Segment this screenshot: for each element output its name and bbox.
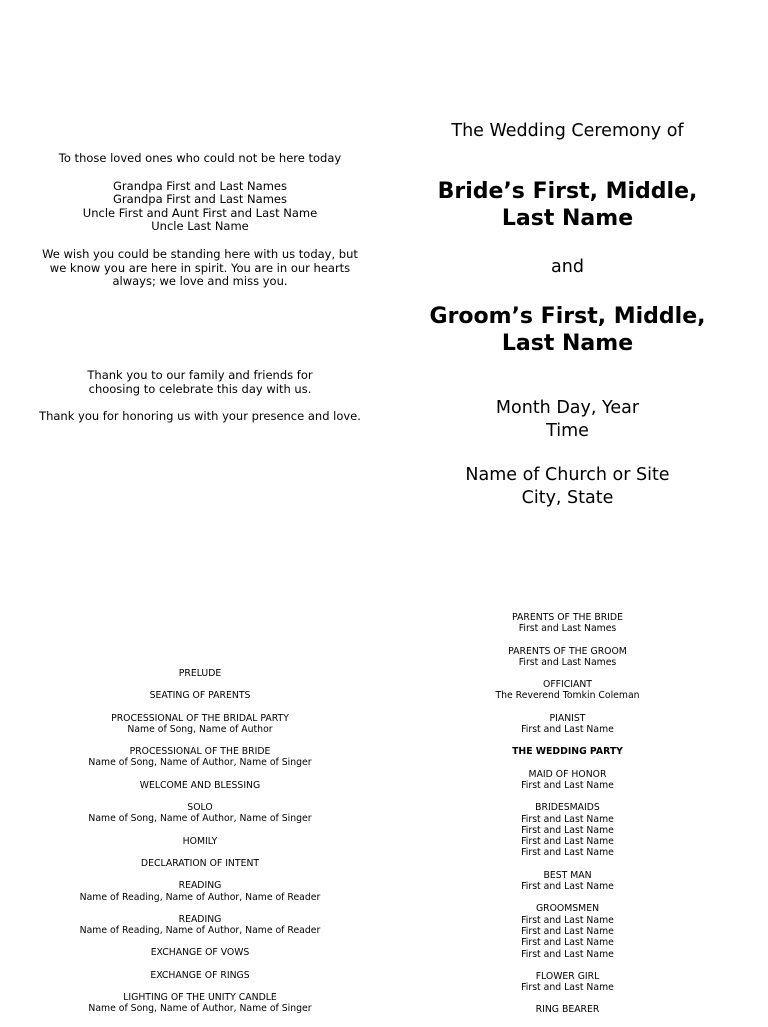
program-item <box>30 668 370 679</box>
program-item-title: DECLARATION OF INTENT <box>140 857 260 869</box>
program-item-title: EXCHANGE OF VOWS <box>150 947 250 959</box>
party-item-detail: First and Last Name <box>521 724 614 736</box>
program-item-title: SOLO <box>187 802 213 814</box>
party-item-title: PARENTS OF THE BRIDE <box>512 612 623 623</box>
party-item-detail: The Reverend Tomkin Coleman <box>495 690 640 702</box>
party-item <box>405 746 730 757</box>
remembrance-section <box>30 152 370 289</box>
thanks-section <box>30 369 370 424</box>
party-item <box>405 903 730 959</box>
party-item-title: RING BEARER <box>535 1004 600 1016</box>
party-item-detail: First and Last Names <box>518 656 617 668</box>
remembrance-message-line: We wish you could be standing here with us today, but <box>42 246 358 261</box>
program-item-title: SEATING OF PARENTS <box>149 690 251 702</box>
party-item-detail: First and Last Name <box>521 779 614 791</box>
party-item-detail: First and Last Name <box>521 925 614 937</box>
remembrance-intro: To those loved ones who could not be here today <box>58 151 342 165</box>
program-item-detail: Name of Song, Name of Author, Name of Singer <box>88 757 312 769</box>
party-item <box>405 802 730 858</box>
program-item-title: PROCESSIONAL OF THE BRIDE <box>129 746 271 758</box>
party-item-detail: First and Last Name <box>521 847 614 859</box>
program-item-title: WELCOME AND BLESSING <box>139 779 261 791</box>
bride-name-line: Last Name <box>501 206 634 231</box>
groom-name-line: Groom’s First, Middle, <box>429 304 706 329</box>
party-item-title: OFFICIANT <box>543 679 592 691</box>
ceremony-time: Time <box>546 420 589 441</box>
party-item-title: GROOMSMEN <box>535 903 600 915</box>
wedding-party-list <box>405 612 730 1027</box>
party-item-detail: First and Last Name <box>521 937 614 949</box>
program-item <box>30 970 370 981</box>
groom-name-line: Last Name <box>501 331 634 356</box>
program-item <box>30 947 370 958</box>
program-list <box>30 668 370 1026</box>
program-item <box>30 780 370 791</box>
party-item-detail: First and Last Name <box>521 982 614 994</box>
party-item-title: PIANIST <box>549 712 586 724</box>
program-item <box>30 992 370 1015</box>
party-item-detail: First and Last Name <box>521 813 614 825</box>
program-item-title: EXCHANGE OF RINGS <box>150 969 250 981</box>
program-item <box>30 836 370 847</box>
party-item <box>405 646 730 669</box>
program-item <box>30 746 370 769</box>
program-item-title: PROCESSIONAL OF THE BRIDAL PARTY <box>111 712 289 724</box>
venue-name: Name of Church or Site <box>465 465 670 485</box>
thanks-line: Thank you to our family and friends for <box>87 368 313 382</box>
program-item <box>30 690 370 701</box>
remembrance-name: Uncle First and Aunt First and Last Name <box>82 205 318 220</box>
remembrance-message-line: we know you are here in spirit. You are in our hearts <box>49 260 351 275</box>
program-item-detail: Name of Song, Name of Author, Name of Singer <box>88 1003 312 1015</box>
party-item-detail: First and Last Name <box>521 881 614 893</box>
party-item <box>405 971 730 994</box>
program-item <box>30 880 370 903</box>
remembrance-name: Grandpa First and Last Names <box>113 178 287 193</box>
party-item <box>405 870 730 893</box>
thanks-line: Thank you for honoring us with your presence and love. <box>39 409 361 424</box>
party-item <box>405 713 730 736</box>
cover-lead: The Wedding Ceremony of <box>451 121 684 141</box>
program-item <box>30 713 370 736</box>
program-item-title: READING <box>178 880 222 892</box>
program-item-title: LIGHTING OF THE UNITY CANDLE <box>123 992 277 1004</box>
remembrance-name: Grandpa First and Last Names <box>113 192 287 207</box>
program-item-detail: Name of Song, Name of Author, Name of Singer <box>88 813 312 825</box>
party-item-title: MAID OF HONOR <box>528 768 607 780</box>
party-item-title: BRIDESMAIDS <box>535 802 600 814</box>
program-item-detail: Name of Reading, Name of Author, Name of Reader <box>79 891 321 903</box>
venue-city: City, State <box>521 487 614 508</box>
party-item-title: PARENTS OF THE GROOM <box>508 645 627 657</box>
program-item-detail: Name of Song, Name of Author <box>127 723 273 735</box>
cover-section <box>405 120 730 509</box>
party-item-detail: First and Last Name <box>521 824 614 836</box>
party-item-detail: First and Last Name <box>521 948 614 960</box>
program-item <box>30 802 370 825</box>
party-item-detail: First and Last Name <box>521 836 614 848</box>
program-item <box>30 858 370 869</box>
party-item-detail: First and Last Name <box>521 914 614 926</box>
remembrance-message-line: always; we love and miss you. <box>112 274 288 289</box>
party-item-title: FLOWER GIRL <box>535 970 600 982</box>
party-item <box>405 679 730 702</box>
party-item-title: BEST MAN <box>543 869 592 881</box>
thanks-line: choosing to celebrate this day with us. <box>88 381 312 396</box>
program-item <box>30 914 370 937</box>
program-item-detail: Name of Reading, Name of Author, Name of Reader <box>79 925 321 937</box>
program-item-title: PRELUDE <box>178 668 222 679</box>
party-item <box>405 612 730 635</box>
program-item-title: READING <box>178 913 222 925</box>
party-item-title: THE WEDDING PARTY <box>512 746 623 758</box>
program-item-title: HOMILY <box>182 835 218 847</box>
party-item <box>405 769 730 792</box>
party-item-detail: First and Last Names <box>518 623 617 635</box>
remembrance-name: Uncle Last Name <box>151 219 249 234</box>
bride-name-line: Bride’s First, Middle, <box>437 179 698 204</box>
ceremony-date: Month Day, Year <box>495 398 640 418</box>
party-item <box>405 1004 730 1015</box>
cover-and: and <box>551 257 584 277</box>
